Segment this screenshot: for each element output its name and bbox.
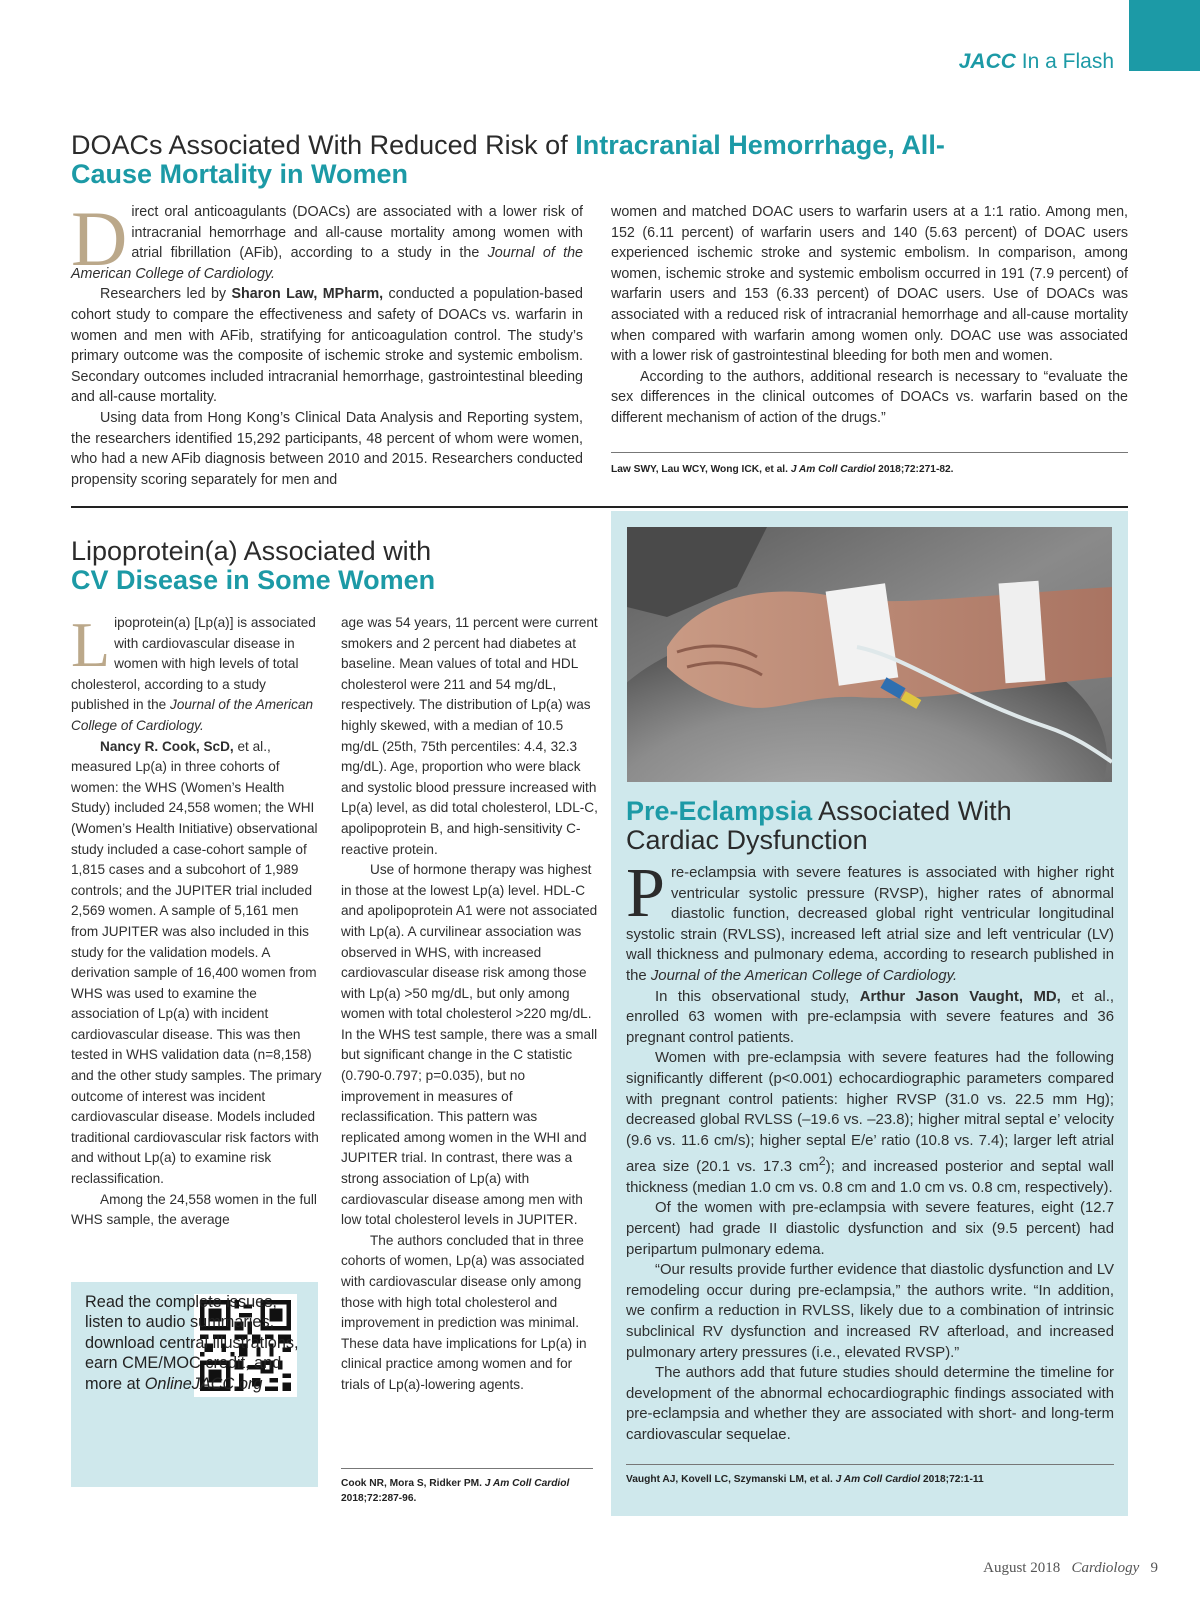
article3-title-plain: Associated With Cardiac Dysfunction xyxy=(626,796,1012,855)
article3-p1: re-eclampsia with severe features is associated with higher right ventricular systolic pressure (RVSP), higher rates of abnormal diastolic function, decreased global right ventricular longitudinal systolic strain (RVLSS), increased left atrial size and left ventricular (LV) wall thickness and pulmonary edema, according to research published in the xyxy=(626,865,1114,984)
article1-column-left xyxy=(71,195,583,490)
article3-p6: The authors add that future studies should determine the timeline for development of the abnormal echocardiographic findings associated with pre-eclampsia and whether they are associated with short- and long-term cardiovascular sequelae. xyxy=(626,1365,1114,1443)
article2-p2: et al., measured Lp(a) in three cohorts of women: the WHS (Women’s Health Study) included 24,558 women; the WHI (Women’s Health Initiative) observational study included a case-cohort sample of 1,815 cases and a subcohort of 1,989 controls; and the JUPITER trial included 2,569 women. A sample of 5,161 men from JUPITER was also included in this study for the validation models. A derivation sample of 16,400 women from WHS was used to examine the association of Lp(a) with incident cardiovascular disease. This was then tested in WHS validation data (n=8,158) and the other study samples. The primary outcome of interest was incident cardiovascular disease. Models included traditional cardiovascular risk factors with and without Lp(a) to examine risk reclassification. xyxy=(71,738,322,1187)
promo-box xyxy=(71,1282,318,1487)
article3-body xyxy=(626,855,1114,1446)
article3-author: Arthur Jason Vaught, MD, xyxy=(859,988,1061,1005)
section-divider xyxy=(71,506,1128,508)
article3-p3-sup: 2 xyxy=(818,1154,826,1169)
article1-citation-rule xyxy=(611,452,1128,453)
article2-citation-rule xyxy=(341,1468,593,1469)
article1-p2: conducted a population-based cohort study to compare the effectiveness and safety of DOACs vs. warfarin in women and men with AFib, stratifying for anticoagulation control. The study’s primary outcome was the composite of ischemic stroke and systemic embolism. Secondary outcomes included intracranial hemorrhage, gastrointestinal bleeding and all-cause mortality. xyxy=(71,286,583,406)
article2-p1: ipoprotein(a) [Lp(a)] is associated with cardiovascular disease in women with high levels of total cholesterol, according to a study published in the xyxy=(71,615,316,713)
article2-title xyxy=(71,537,571,595)
article3-p2: et al., enrolled 63 women with pre-eclampsia with severe features and 36 pregnant control patients. xyxy=(626,988,1114,1046)
article1-title-plain: DOACs Associated With Reduced Risk of xyxy=(71,130,576,160)
article3-citation: Vaught AJ, Kovell LC, Szymanski LM, et al. J Am Coll Cardiol 2018;72:1-11 xyxy=(626,1474,984,1485)
article2-p5: Use of hormone therapy was highest in those at the lowest Lp(a) level. HDL-C and apolipoprotein A1 were not associated with Lp(a). A curvilinear association was observed in WHS, with increased cardiovascular disease risk among those with Lp(a) >50 mg/dL, but only among women with total cholesterol >220 mg/dL. In the WHS test sample, there was a small but significant change in the C statistic (0.790-0.797; p=0.035), but no improvement in measures of reclassification. This pattern was replicated among women in the WHI and JUPITER trial. In contrast, there was a strong association of Lp(a) with cardiovascular disease among men with low total cholesterol levels in JUPITER. xyxy=(341,862,598,1228)
article1-title-highlight: Intracranial Hemorrhage, All-Cause Mortality in Women xyxy=(71,130,945,189)
promo-link[interactable]: OnlineJACC.org xyxy=(144,1374,263,1393)
footer-date: August 2018 xyxy=(983,1560,1061,1576)
article2-dropcap: L xyxy=(71,609,111,680)
article3-p5: “Our results provide further evidence that diastolic dysfunction and LV remodeling occur during pre-eclampsia,” the authors write. “In addition, we confirm a reduction in RVLSS, likely due to a combination of intrinsic subclinical RV dysfunction and increased RV afterload, and increased pulmonary artery pressures (i.e., elevated RVSP).” xyxy=(626,1262,1114,1361)
article2-p6: The authors concluded that in three cohorts of women, Lp(a) was associated with cardiovascular disease only among those with high total cholesterol and improvement in prediction was minimal. These data have implications for Lp(a) in clinical practice among women and for trials of Lp(a)-lowering agents. xyxy=(341,1232,587,1392)
article3-p4: Of the women with pre-eclampsia with severe features, eight (12.7 percent) had grade II diastolic dysfunction and six (9.5 percent) had peripartum pulmonary edema. xyxy=(626,1200,1114,1258)
article2-p4: age was 54 years, 11 percent were current smokers and 2 percent had diabetes at baseline. Mean values of total and HDL cholesterol were 211 and 54 mg/dL, respectively. The distribution of Lp(a) was highly skewed, with a median of 10.5 mg/dL (25th, 75th percentiles: 4.4, 32.3 mg/dL). Age, proportion who were black and systolic blood pressure increased with Lp(a) level, as did total cholesterol, LDL-C, apolipoprotein B, and high-sensitivity C-reactive protein. xyxy=(341,615,598,857)
article3-p2-pre: In this observational study, xyxy=(655,988,860,1005)
article3-photo xyxy=(627,527,1112,782)
article1-p5: According to the authors, additional research is necessary to “evaluate the sex differences in the clinical outcomes of DOACs vs. warfarin based on the different mechanism of action of the drugs.” xyxy=(611,368,1128,426)
section-title: In a Flash xyxy=(1021,50,1114,73)
footer-magazine: Cardiology xyxy=(1071,1560,1140,1576)
brand-label: JACC xyxy=(958,50,1016,73)
article2-citation: Cook NR, Mora S, Ridker PM. J Am Coll Cardiol 2018;72:287-96. xyxy=(341,1478,570,1504)
article1-p1: irect oral anticoagulants (DOACs) are associated with a lower risk of intracranial hemorrhage and all-cause mortality among women with atrial fibrillation (AFib), according to a study in the xyxy=(131,204,583,262)
article2-title-line1: Lipoprotein(a) Associated with xyxy=(71,536,432,566)
footer-page-number: 9 xyxy=(1150,1560,1158,1576)
article2-author: Nancy R. Cook, ScD, xyxy=(100,738,234,754)
article3-journal: Journal of the American College of Cardiology. xyxy=(650,967,958,984)
article3-title xyxy=(626,797,1106,855)
article3-p3-post: ); and increased posterior and septal wall thickness (median 1.0 cm vs. 0.8 cm and 1.0 cm vs. 0.8 cm, respectively). xyxy=(626,1159,1114,1196)
article3-dropcap: P xyxy=(626,855,665,932)
promo-description: Read the complete issues, listen to audio summaries, download central illustrations, earn CME/MOC credit, and more at xyxy=(85,1293,299,1393)
promo-text xyxy=(85,1292,310,1394)
article3-p3-pre: Women with pre-eclampsia with severe features had the following significantly different (p<0.001) echocardiographic parameters compared with pregnant control patients: higher RVSP (31.0 vs. 22.5 mm Hg); decreased global RVLSS (–19.6 vs. –23.8); higher mitral septal e’ velocity (9.6 vs. 11.6 cm/s); higher septal E/e’ ratio (10.8 vs. 7.4); larger left atrial area size (20.1 vs. 17.3 cm xyxy=(626,1050,1114,1176)
article3-title-highlight: Pre-Eclampsia xyxy=(626,796,813,826)
article1-p3: Using data from Hong Kong’s Clinical Data Analysis and Reporting system, the researchers identified 15,292 participants, 48 percent of whom were women, who had a new AFib diagnosis between 2010 and 2015. Researchers conducted propensity scoring separately for men and xyxy=(71,409,583,488)
article1-column-right xyxy=(611,202,1128,429)
article2-column-left xyxy=(71,609,324,1231)
article1-dropcap: D xyxy=(71,195,128,282)
article3-citation-rule xyxy=(626,1464,1114,1465)
article1-author: Sharon Law, MPharm, xyxy=(231,286,384,303)
article2-column-right xyxy=(341,613,598,1396)
section-kicker xyxy=(959,50,1114,74)
article2-journal: Journal of the American College of Cardiology. xyxy=(71,697,314,733)
article2-title-line2: CV Disease in Some Women xyxy=(71,565,436,595)
article1-p4: women and matched DOAC users to warfarin users at a 1:1 ratio. Among men, 152 (6.11 percent) of warfarin users and 140 (5.63 percent) of DOAC users experienced ischemic stroke and systemic embolism. In comparison, among women, ischemic stroke and systemic embolism occurred in 191 (7.9 percent) of warfarin users and 153 (6.33 percent) of DOAC users. Use of DOACs was associated with a reduced risk of intracranial hemorrhage and all-cause mortality when compared with warfarin among women only. DOAC use was associated with a lower risk of gastrointestinal bleeding for both men and women. xyxy=(611,204,1128,365)
section-tab xyxy=(1129,0,1200,71)
article1-citation: Law SWY, Lau WCY, Wong ICK, et al. J Am Coll Cardiol 2018;72:271-82. xyxy=(611,464,954,475)
article1-title xyxy=(71,131,971,189)
article2-p3: Among the 24,558 women in the full WHS sample, the average xyxy=(71,1191,317,1228)
article1-journal: Journal of the American College of Cardiology. xyxy=(71,245,583,282)
page-footer xyxy=(983,1560,1158,1577)
article1-p2-pre: Researchers led by xyxy=(100,286,232,303)
